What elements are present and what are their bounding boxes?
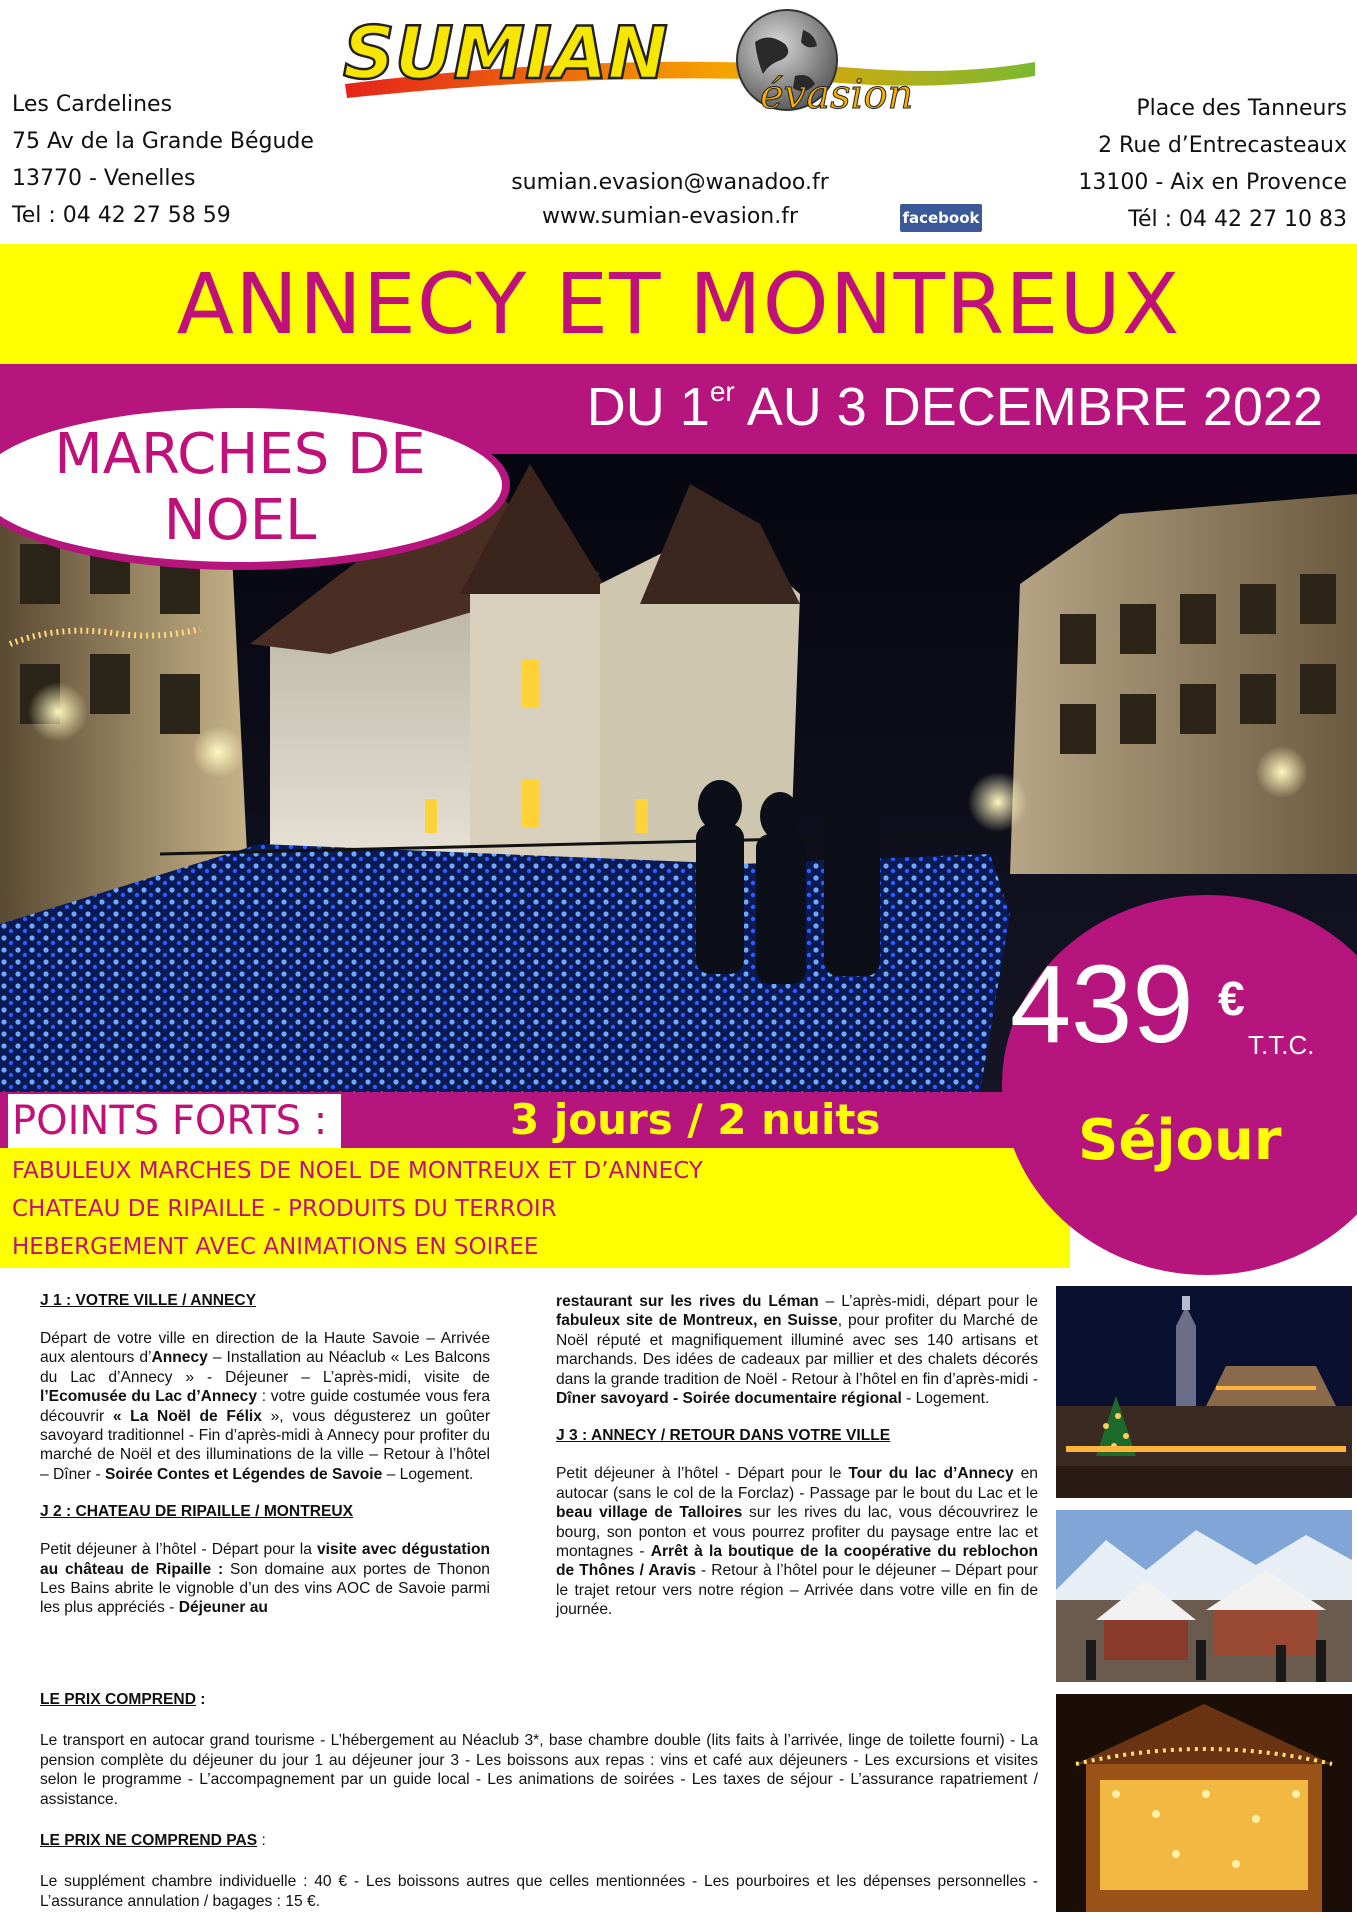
day2-title: J 2 : CHATEAU DE RIPAILLE / MONTREUX bbox=[40, 1503, 354, 1521]
logo-text: SUMIAN bbox=[343, 11, 668, 95]
title-band bbox=[0, 244, 1357, 364]
price-currency: € bbox=[1218, 973, 1245, 1026]
day2-text-start: Petit déjeuner à l’hôtel - Départ pour la visite avec dégustation au château de Ripaille : Son domaine aux portes de Thonon Les Bains abrite le vignoble d’un des vins AOC de Savoie parmi les plus appréciés - Déjeuner au bbox=[40, 1541, 490, 1617]
points-forts-label: POINTS FORTS : bbox=[8, 1094, 341, 1148]
website-link[interactable]: www.sumian-evasion.fr bbox=[541, 204, 799, 229]
address-line: Place des Tanneurs bbox=[1136, 96, 1347, 121]
chalet-market-photo bbox=[1056, 1694, 1352, 1912]
montreux-market-photo bbox=[1056, 1286, 1352, 1498]
contact-block bbox=[470, 166, 870, 234]
right-address bbox=[1078, 90, 1347, 238]
program-column-1 bbox=[40, 1292, 490, 1618]
list-item: CHATEAU DE RIPAILLE - PRODUITS DU TERROIR bbox=[12, 1196, 557, 1222]
price-conditions bbox=[40, 1690, 1038, 1911]
points-forts-list bbox=[0, 1148, 1070, 1268]
talloires-market-photo bbox=[1056, 1510, 1352, 1682]
date-prefix: DU 1 bbox=[586, 377, 710, 437]
sumian-logo bbox=[335, 6, 1055, 116]
phone-line: Tél : 04 42 27 10 83 bbox=[1128, 207, 1347, 232]
facebook-button[interactable]: facebook bbox=[900, 204, 982, 232]
day3-text: Petit déjeuner à l’hôtel - Départ pour le Tour du lac d’Annecy en autocar (sans le col de la Forclaz) - Passage par le bout du Lac et le beau village de Talloires sur les rives du lac, vous découvrirez le bourg, son ponton et vous pourrez profiter du paysage entre lac et montagnes - Arrêt à la boutique de la coopérative du reblochon de Thônes / Aravis - Retour à l’hôtel pour le déjeuner – Départ pour le trajet retour vers notre région – Arrivée dans votre ville en fin de journée. bbox=[556, 1465, 1038, 1619]
address-line: 13100 - Aix en Provence bbox=[1078, 170, 1347, 195]
program-column-2 bbox=[556, 1292, 1038, 1620]
date-sup: er bbox=[709, 376, 735, 407]
page-title: ANNECY ET MONTREUX bbox=[176, 255, 1181, 353]
day1-title: J 1 : VOTRE VILLE / ANNECY bbox=[40, 1292, 257, 1309]
trip-dates bbox=[587, 376, 1323, 438]
badge-line2: NOEL bbox=[163, 488, 317, 553]
trip-duration: 3 jours / 2 nuits bbox=[510, 1095, 881, 1144]
list-item: FABULEUX MARCHES DE NOEL DE MONTREUX ET D’ANNECY bbox=[12, 1158, 703, 1184]
header bbox=[0, 0, 1357, 240]
prix-non-heading: LE PRIX NE COMPREND PAS : bbox=[40, 1832, 266, 1850]
email-link[interactable]: sumian.evasion@wanadoo.fr bbox=[511, 170, 829, 195]
address-line: 13770 - Venelles bbox=[12, 166, 196, 191]
address-line: 2 Rue d’Entrecasteaux bbox=[1098, 133, 1347, 158]
marches-de-noel-badge bbox=[0, 400, 510, 570]
address-line: Les Cardelines bbox=[12, 92, 173, 117]
prix-non-text: Le supplément chambre individuelle : 40 € - Les boissons autres que celles mentionnées - Les pourboires et les dépenses personnelles - L’assurance annulation / bagages : 15 €. bbox=[40, 1873, 1038, 1910]
price-type: Séjour bbox=[1078, 1108, 1282, 1173]
date-suffix: AU 3 DECEMBRE 2022 bbox=[734, 377, 1323, 437]
price-tax: T.T.C. bbox=[1248, 1030, 1315, 1060]
day2-text-end: restaurant sur les rives du Léman – L’après-midi, départ pour le fabuleux site de Montreux, en Suisse, pour profiter du Marché de Noël réputé et magnifiquement illuminé avec ses 140 artisans et marchands. Des idées de cadeaux par millier et des chalets décorés dans la grande tradition de Noël - Retour à l’hôtel en fin d’après-midi - Dîner savoyard - Soirée documentaire régional - Logement. bbox=[556, 1293, 1038, 1408]
prix-comprend-heading: LE PRIX COMPREND : bbox=[40, 1691, 206, 1708]
badge-line1: MARCHES DE bbox=[54, 422, 426, 487]
price-amount: 439 bbox=[1010, 943, 1194, 1066]
logo-subtext: évasion bbox=[760, 72, 914, 116]
day3-title: J 3 : ANNECY / RETOUR DANS VOTRE VILLE bbox=[556, 1427, 891, 1445]
address-line: 75 Av de la Grande Bégude bbox=[12, 129, 314, 154]
prix-comprend-text: Le transport en autocar grand tourisme - L’hébergement au Néaclub 3*, base chambre double (lits faits à l’arrivée, linge de toilette fourni) - La pension complète du déjeuner du jour 1 au déjeuner jour 3 - Les boissons aux repas : vins et café aux déjeuners - Les excursions et visites selon le programme - L’accompagnement par un guide local - Les animations de soirées - Les taxes de séjour - L’assurance rapatriement / assistance. bbox=[40, 1732, 1038, 1808]
day1-text: Départ de votre ville en direction de la Haute Savoie – Arrivée aux alentours d’Annecy – Installation au Néaclub « Les Balcons du Lac d’Annecy » - Déjeuner – L’après-midi, visite de l’Ecomusée du Lac d’Annecy : votre guide costumée vous fera découvrir « La Noël de Félix », vous dégusterez un goûter savoyard traditionnel - Fin d’après-midi à Annecy pour profiter du marché de Noël et des illuminations de la ville – Retour à l’hôtel – Dîner - Soirée Contes et Légendes de Savoie – Logement. bbox=[40, 1330, 491, 1483]
phone-line: Tel : 04 42 27 58 59 bbox=[12, 203, 231, 228]
list-item: HEBERGEMENT AVEC ANIMATIONS EN SOIREE bbox=[12, 1234, 539, 1260]
left-address bbox=[12, 86, 314, 234]
